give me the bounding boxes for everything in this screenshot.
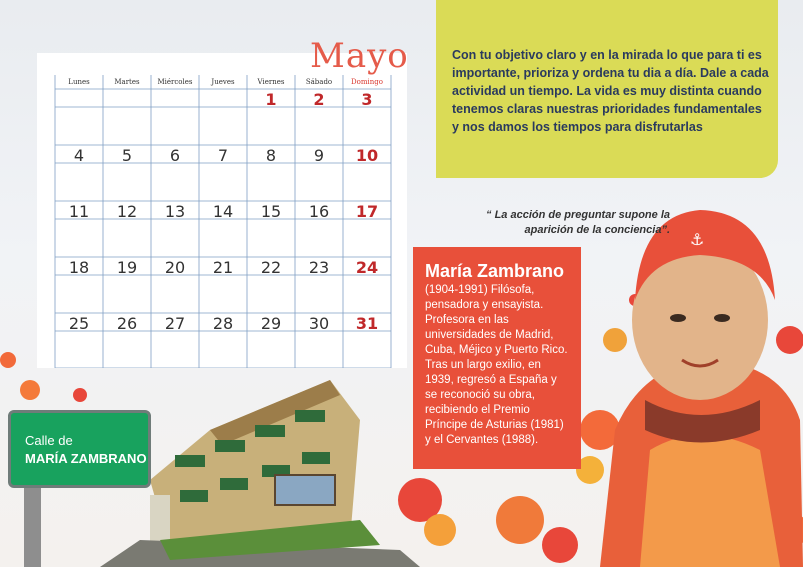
weekday-header: Sábado [305, 78, 333, 86]
street-sign-line2: MARÍA ZAMBRANO [25, 451, 147, 466]
day-cell: 1 [265, 90, 277, 109]
bio-text: (1904-1991) Filósofa, pensadora y ensayista. Profesora en las universidades de Madrid, Cuba, Méjico y Puerto Rico. Tras un largo exilio, en 1939, regresó a España y se reconoció su obra, recibiendo el Premio Príncipe de Asturias (1981) y el Cervantes (1988). [425, 284, 568, 446]
weekday-header: Miércoles [157, 78, 193, 86]
weekday-header: Lunes [68, 78, 90, 86]
day-cell: 5 [121, 146, 133, 165]
bio-name: María Zambrano [425, 261, 565, 281]
weekday-header-sunday: Domingo [351, 78, 383, 86]
quote-text: “ La acción de preguntar supone la aparición de la conciencia”. [486, 209, 670, 236]
day-cell: 2 [313, 90, 325, 109]
weekday-header: Martes [114, 78, 140, 86]
day-cell-sunday: 24 [355, 258, 379, 277]
weekday-header: Viernes [257, 78, 285, 86]
day-cell-sunday: 17 [355, 202, 379, 221]
day-cell-sunday: 3 [361, 90, 373, 109]
day-cell: 13 [164, 202, 186, 221]
svg-text:⚓: ⚓ [690, 230, 705, 249]
day-cell: 8 [265, 146, 277, 165]
street-sign-line1: Calle de [25, 433, 73, 448]
day-cell: 28 [212, 314, 234, 333]
portrait-illustration [600, 210, 803, 567]
day-cell: 6 [169, 146, 181, 165]
day-cell: 29 [260, 314, 282, 333]
day-cell: 21 [212, 258, 234, 277]
day-cell: 7 [217, 146, 229, 165]
day-cell: 12 [116, 202, 138, 221]
day-cell: 9 [313, 146, 325, 165]
month-title: Mayo [310, 36, 409, 76]
day-cell: 20 [164, 258, 186, 277]
note-text: Con tu objetivo claro y en la mirada lo que para ti es importante, prioriza y ordena tu dia a día. Dale a cada actividad un tiempo. La vida es muy distinta cuando tenemos claras nuestras prioridades fundamentales y nos damos los tiempos para disfrutarlas [452, 48, 769, 134]
day-cell: 19 [116, 258, 138, 277]
day-cell-sunday: 10 [355, 146, 379, 165]
day-cell: 18 [68, 258, 90, 277]
day-cell: 22 [260, 258, 282, 277]
day-cell: 26 [116, 314, 138, 333]
bio-box [413, 247, 581, 469]
day-cell: 25 [68, 314, 90, 333]
day-cell: 4 [73, 146, 85, 165]
day-cell: 15 [260, 202, 282, 221]
day-cell: 11 [68, 202, 90, 221]
day-cell: 16 [308, 202, 330, 221]
day-cell: 30 [308, 314, 330, 333]
day-cell: 14 [212, 202, 234, 221]
street-sign [8, 410, 151, 488]
day-cell: 23 [308, 258, 330, 277]
sign-post [24, 488, 41, 567]
day-cell: 27 [164, 314, 186, 333]
weekday-header: Jueves [211, 78, 235, 86]
day-cell-sunday: 31 [355, 314, 379, 333]
